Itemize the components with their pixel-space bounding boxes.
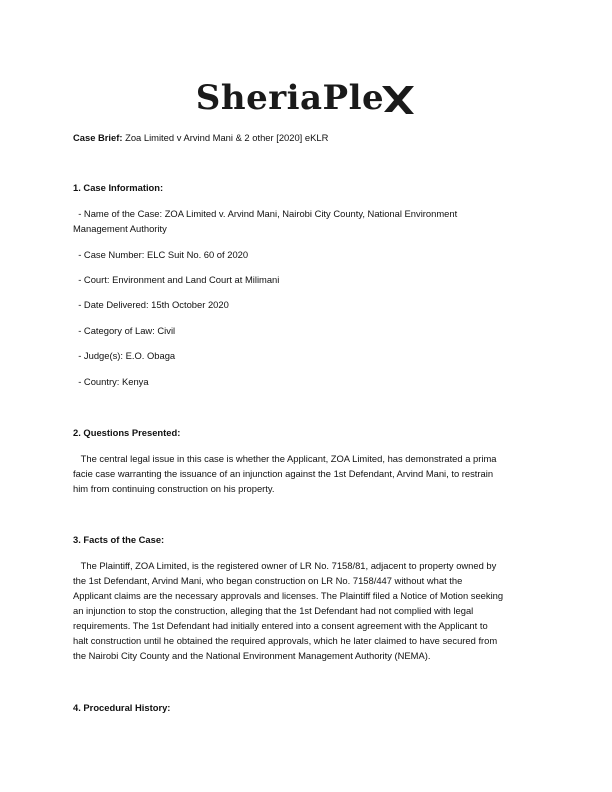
case-brief-label: Case Brief: [73,132,123,143]
case-name-line-2: Management Authority [73,223,167,234]
case-brief-line [73,131,328,145]
paragraph-line: an injunction to stop the construction, alleging that the 1st Defendant had not complied with legal [73,605,474,616]
date-delivered: - Date Delivered: 15th October 2020 [73,299,229,310]
section-heading-facts: 3. Facts of the Case: [73,534,165,545]
paragraph-line: the 1st Defendant, Arvind Mani, who began construction on LR No. 7158/447 without what the [73,575,463,586]
case-brief-value: Zoa Limited v Arvind Mani & 2 other [2020] eKLR [125,132,329,143]
paragraph-line: The Plaintiff, ZOA Limited, is the registered owner of LR No. 7158/81, adjacent to property owned by [73,560,497,571]
paragraph-line: halt construction until he obtained the required approvals, which he later claimed to have secured from [73,635,498,646]
paragraph-line: The central legal issue in this case is whether the Applicant, ZOA Limited, has demonstrated a prima [73,453,497,464]
x-mark-icon [380,82,416,118]
paragraph-line: Applicant claims are the necessary approvals and licenses. The Plaintiff filed a Notice of Motion seeking [73,590,504,601]
judges: - Judge(s): E.O. Obaga [73,350,176,361]
case-name-line-1: - Name of the Case: ZOA Limited v. Arvind Mani, Nairobi City County, National Environment [73,208,458,219]
sheriaplex-logo [0,78,612,118]
paragraph-line: him from continuing construction on his property. [73,483,275,494]
paragraph-line: facie case warranting the issuance of an injunction against the 1st Defendant, Arvind Mani, to restrain [73,468,494,479]
paragraph-line: requirements. The 1st Defendant had initially entered into a consent agreement with the Applicant to [73,620,488,631]
country: - Country: Kenya [73,376,149,387]
section-heading-questions-presented: 2. Questions Presented: [73,427,181,438]
category-of-law: - Category of Law: Civil [73,325,176,336]
paragraph-line: the Nairobi City County and the National Environment Management Authority (NEMA). [73,650,431,661]
court: - Court: Environment and Land Court at Milimani [73,274,280,285]
case-number: - Case Number: ELC Suit No. 60 of 2020 [73,249,249,260]
section-heading-case-information: 1. Case Information: [73,182,164,193]
section-heading-procedural-history: 4. Procedural History: [73,702,171,713]
logo-text: SheriaPle [195,78,385,118]
